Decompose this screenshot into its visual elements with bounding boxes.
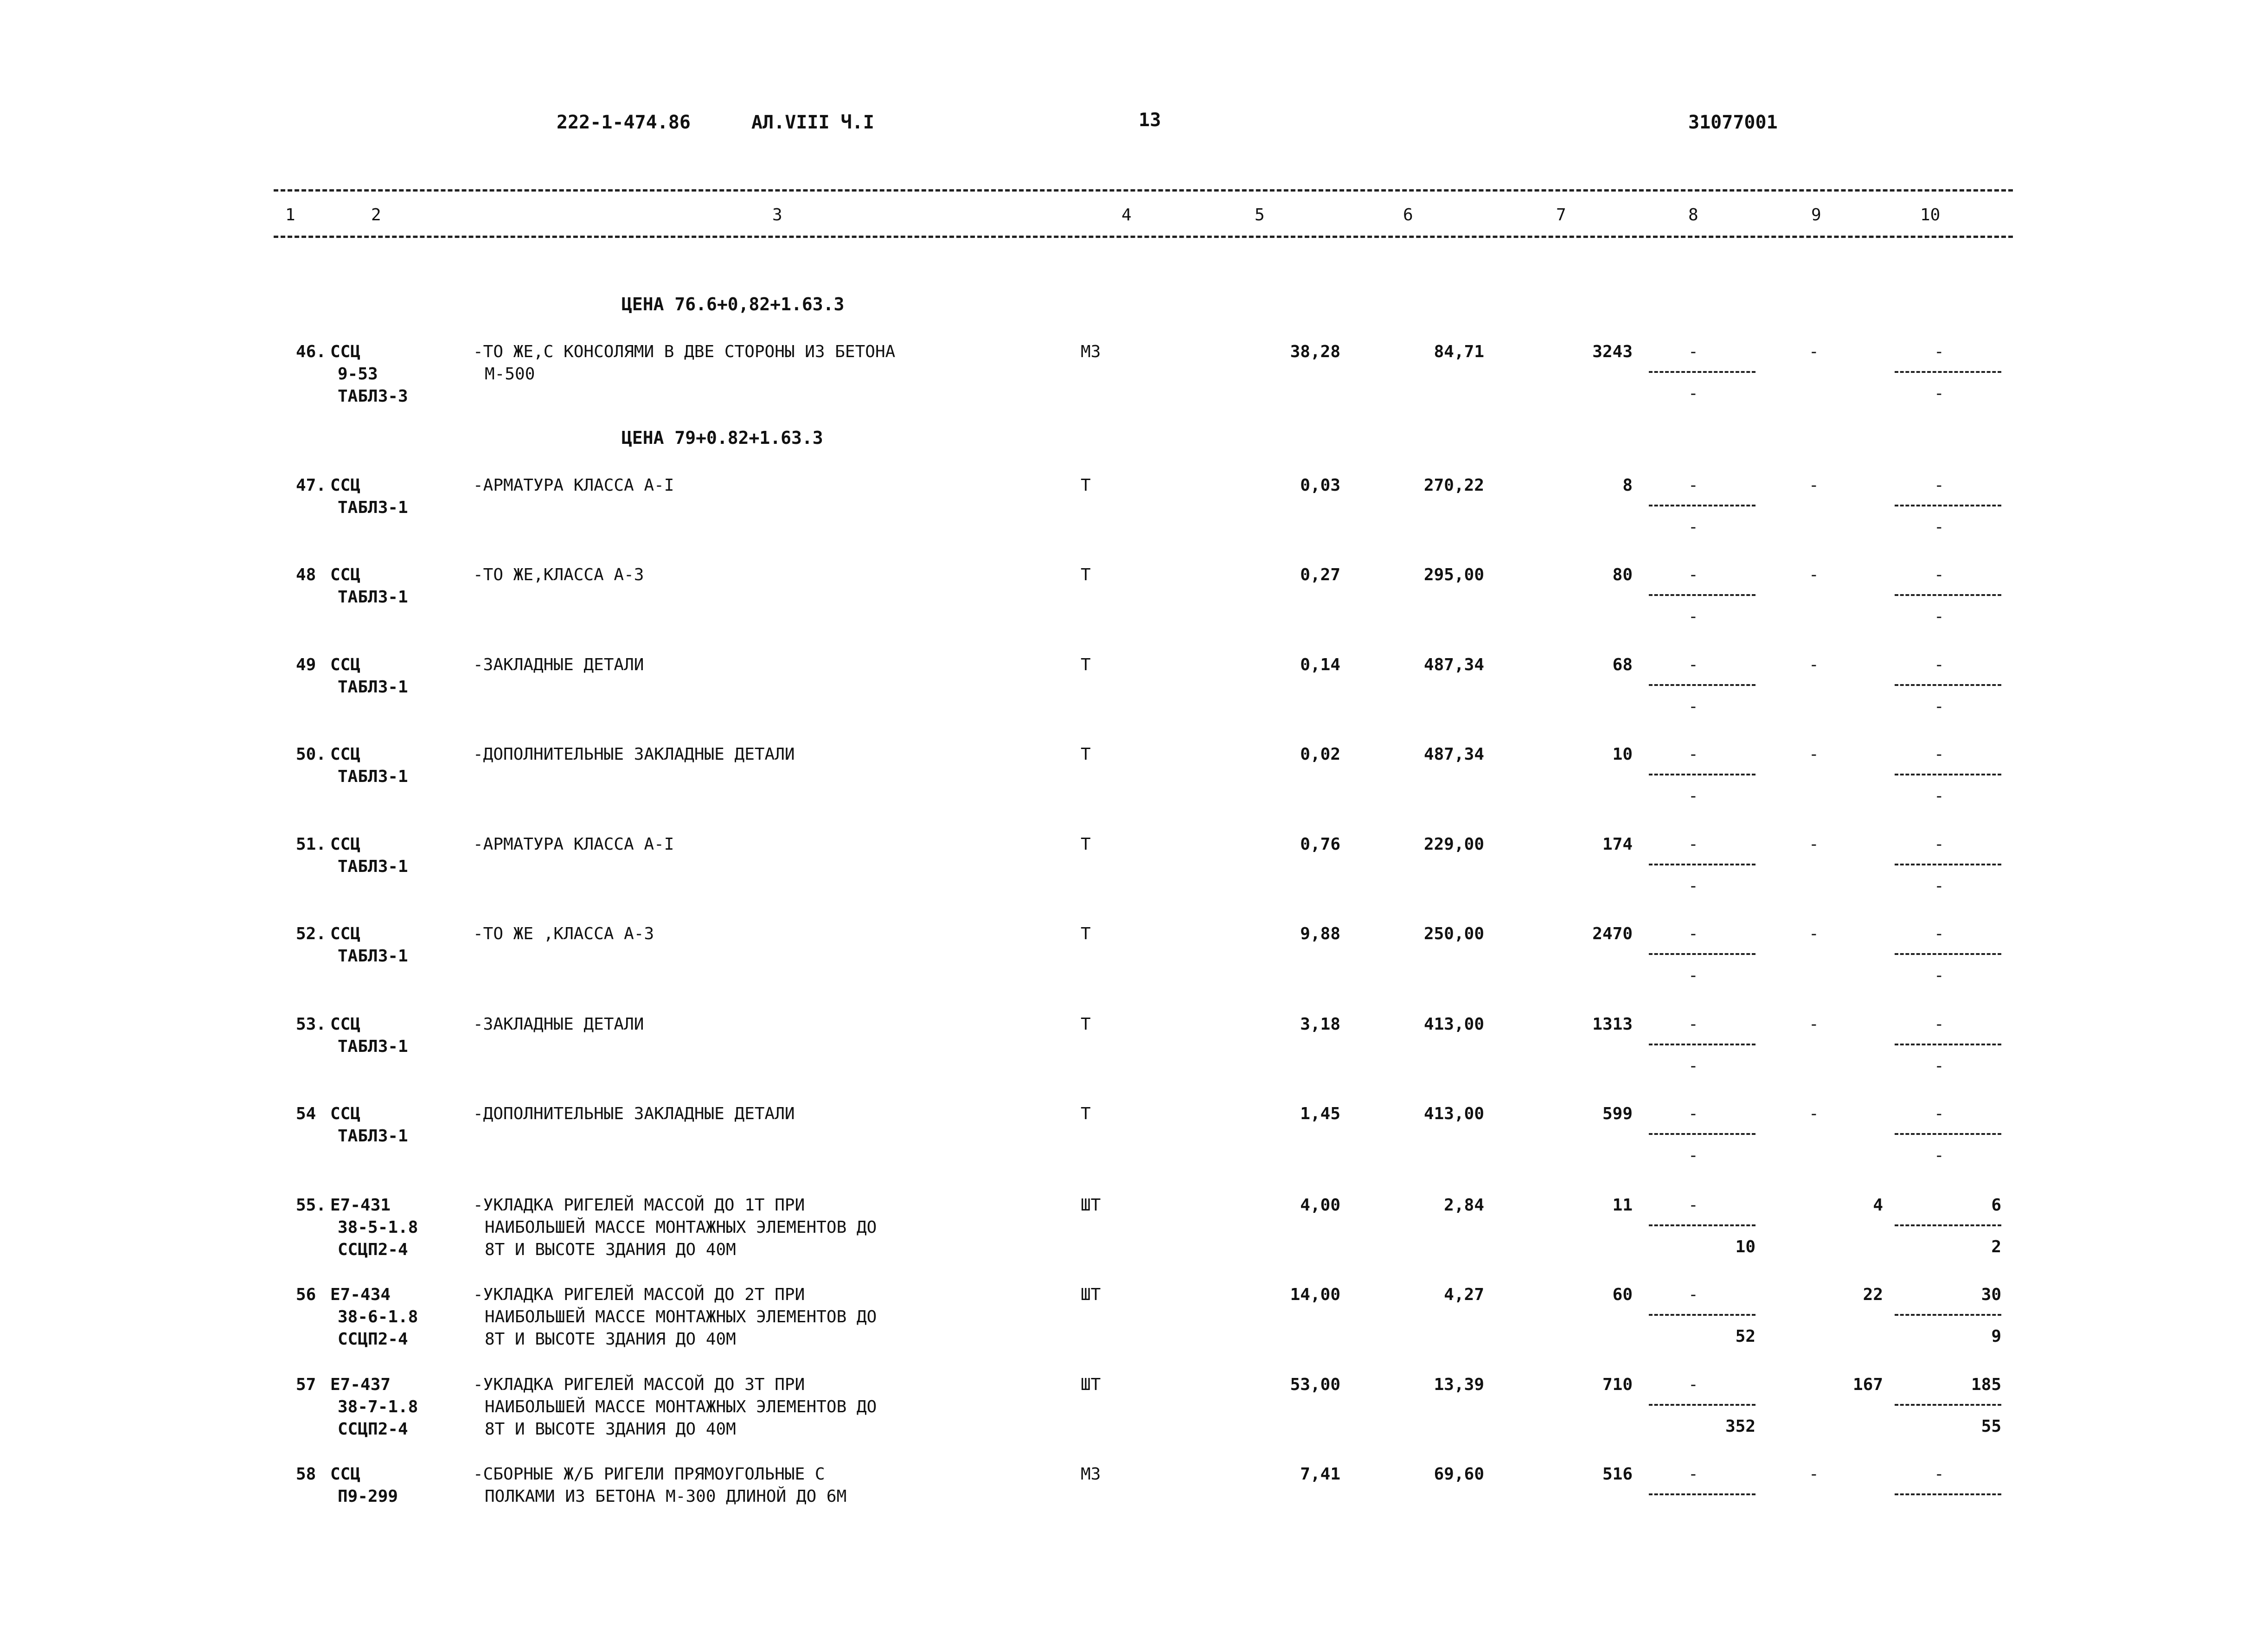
row-total: 8 bbox=[1622, 476, 1633, 495]
row-col8-bottom: 52 bbox=[1735, 1327, 1755, 1346]
row-col10-top: - bbox=[1934, 565, 1944, 584]
sheet-code: 31077001 bbox=[1688, 112, 1778, 133]
row-price: 250,00 bbox=[1423, 924, 1484, 943]
row-quantity: 0,14 bbox=[1300, 655, 1340, 674]
row-col10-bottom: - bbox=[1934, 966, 1944, 985]
row-col9: - bbox=[1809, 342, 1819, 361]
row-number: 47. bbox=[296, 476, 327, 495]
fraction-rule bbox=[1649, 864, 1755, 865]
fraction-rule bbox=[1649, 684, 1755, 686]
row-quantity: 53,00 bbox=[1290, 1375, 1340, 1394]
page-number: 13 bbox=[1139, 109, 1161, 131]
row-unit: Т bbox=[1081, 1015, 1091, 1034]
row-price: 487,34 bbox=[1423, 745, 1484, 764]
row-description: -АРМАТУРА КЛАССА А-I bbox=[473, 476, 674, 495]
row-price: 270,22 bbox=[1423, 476, 1484, 495]
row-col8-top: - bbox=[1688, 1465, 1698, 1484]
row-code: 38-5-1.8 bbox=[338, 1218, 418, 1237]
row-description: -УКЛАДКА РИГЕЛЕЙ МАССОЙ ДО 3Т ПРИ bbox=[473, 1375, 805, 1394]
row-total: 3243 bbox=[1592, 342, 1633, 361]
row-col10-top: 185 bbox=[1971, 1375, 2001, 1394]
row-total: 80 bbox=[1612, 565, 1633, 584]
fraction-rule bbox=[1649, 1224, 1755, 1226]
row-quantity: 0,02 bbox=[1300, 745, 1340, 764]
row-col9: 167 bbox=[1852, 1375, 1883, 1394]
row-col10-bottom: 2 bbox=[1991, 1237, 2001, 1256]
row-code: ТАБЛ3-1 bbox=[338, 767, 408, 786]
row-total: 11 bbox=[1612, 1196, 1633, 1215]
row-unit: Т bbox=[1081, 1104, 1091, 1123]
row-description: -ДОПОЛНИТЕЛЬНЫЕ ЗАКЛАДНЫЕ ДЕТАЛИ bbox=[473, 1104, 795, 1123]
row-description: НАИБОЛЬШЕЙ МАССЕ МОНТАЖНЫХ ЭЛЕМЕНТОВ ДО bbox=[485, 1397, 877, 1416]
document-code: 222-1-474.86 bbox=[557, 112, 691, 133]
row-description: НАИБОЛЬШЕЙ МАССЕ МОНТАЖНЫХ ЭЛЕМЕНТОВ ДО bbox=[485, 1307, 877, 1326]
row-col9: - bbox=[1809, 476, 1819, 495]
fraction-rule bbox=[1649, 1493, 1755, 1495]
row-quantity: 38,28 bbox=[1290, 342, 1340, 361]
row-quantity: 3,18 bbox=[1300, 1015, 1340, 1034]
row-col10-top: 30 bbox=[1981, 1285, 2001, 1304]
row-code: ТАБЛ3-1 bbox=[338, 588, 408, 607]
row-quantity: 1,45 bbox=[1300, 1104, 1340, 1123]
row-col8-bottom: - bbox=[1688, 518, 1698, 537]
row-total: 2470 bbox=[1592, 924, 1633, 943]
fraction-rule bbox=[1895, 864, 2001, 865]
fraction-rule bbox=[1895, 505, 2001, 506]
row-col8-bottom: - bbox=[1688, 607, 1698, 626]
row-unit: ШТ bbox=[1081, 1196, 1101, 1215]
row-number: 54 bbox=[296, 1104, 316, 1123]
column-header-6: 6 bbox=[1403, 205, 1413, 224]
row-col9: - bbox=[1809, 835, 1819, 854]
row-description: -АРМАТУРА КЛАССА А-I bbox=[473, 835, 674, 854]
table-top-rule bbox=[274, 189, 2013, 192]
column-header-5: 5 bbox=[1255, 205, 1265, 224]
row-number: 52. bbox=[296, 924, 327, 943]
row-price: 2,84 bbox=[1444, 1196, 1484, 1215]
row-col9: - bbox=[1809, 565, 1819, 584]
row-col8-top: - bbox=[1688, 1015, 1698, 1034]
row-code: ССЦ bbox=[330, 835, 361, 854]
row-price: 487,34 bbox=[1423, 655, 1484, 674]
row-price: 13,39 bbox=[1434, 1375, 1484, 1394]
row-number: 53. bbox=[296, 1015, 327, 1034]
row-description: -УКЛАДКА РИГЕЛЕЙ МАССОЙ ДО 1Т ПРИ bbox=[473, 1196, 805, 1215]
column-header-10: 10 bbox=[1920, 205, 1941, 224]
row-quantity: 9,88 bbox=[1300, 924, 1340, 943]
fraction-rule bbox=[1649, 505, 1755, 506]
row-col8-top: - bbox=[1688, 924, 1698, 943]
row-unit: Т bbox=[1081, 565, 1091, 584]
row-col10-top: - bbox=[1934, 342, 1944, 361]
fraction-rule bbox=[1895, 953, 2001, 955]
row-col8-bottom: - bbox=[1688, 384, 1698, 403]
fraction-rule bbox=[1895, 1133, 2001, 1135]
row-col9: - bbox=[1809, 1104, 1819, 1123]
row-code: ССЦП2-4 bbox=[338, 1420, 408, 1439]
row-col10-bottom: - bbox=[1934, 1057, 1944, 1076]
row-description: -ЗАКЛАДНЫЕ ДЕТАЛИ bbox=[473, 655, 644, 674]
row-number: 57 bbox=[296, 1375, 316, 1394]
row-code: ТАБЛ3-3 bbox=[338, 387, 408, 406]
fraction-rule bbox=[1895, 594, 2001, 596]
row-col8-top: - bbox=[1688, 835, 1698, 854]
row-price: 413,00 bbox=[1423, 1015, 1484, 1034]
fraction-rule bbox=[1895, 1044, 2001, 1045]
row-number: 58 bbox=[296, 1465, 316, 1484]
row-description: -ТО ЖЕ,С КОНСОЛЯМИ В ДВЕ СТОРОНЫ ИЗ БЕТОНА bbox=[473, 342, 896, 361]
row-code: ССЦ bbox=[330, 565, 361, 584]
row-code: Е7-434 bbox=[330, 1285, 391, 1304]
row-col8-bottom: 352 bbox=[1725, 1417, 1755, 1436]
row-col10-bottom: - bbox=[1934, 877, 1944, 896]
row-total: 174 bbox=[1602, 835, 1633, 854]
price-line: ЦЕНА 79+0.82+1.63.3 bbox=[621, 428, 823, 448]
row-col10-top: - bbox=[1934, 655, 1944, 674]
row-unit: Т bbox=[1081, 924, 1091, 943]
row-price: 84,71 bbox=[1434, 342, 1484, 361]
fraction-rule bbox=[1895, 371, 2001, 373]
fraction-rule bbox=[1895, 1224, 2001, 1226]
row-col9: 4 bbox=[1873, 1196, 1883, 1215]
row-code: 38-6-1.8 bbox=[338, 1307, 418, 1326]
row-col10-bottom: - bbox=[1934, 518, 1944, 537]
row-code: ССЦ bbox=[330, 342, 361, 361]
row-number: 56 bbox=[296, 1285, 316, 1304]
row-unit: Т bbox=[1081, 655, 1091, 674]
row-code: ТАБЛ3-1 bbox=[338, 947, 408, 966]
row-total: 516 bbox=[1602, 1465, 1633, 1484]
row-code: ССЦ bbox=[330, 924, 361, 943]
row-description: 8Т И ВЫСОТЕ ЗДАНИЯ ДО 40М bbox=[485, 1330, 736, 1349]
price-line: ЦЕНА 76.6+0,82+1.63.3 bbox=[621, 294, 845, 314]
row-col9: - bbox=[1809, 924, 1819, 943]
row-total: 68 bbox=[1612, 655, 1633, 674]
row-number: 49 bbox=[296, 655, 316, 674]
row-unit: Т bbox=[1081, 835, 1091, 854]
row-code: П9-299 bbox=[338, 1487, 398, 1506]
row-unit: М3 bbox=[1081, 1465, 1101, 1484]
table-header-rule bbox=[274, 236, 2013, 238]
row-number: 46. bbox=[296, 342, 327, 361]
row-description: -ТО ЖЕ,КЛАССА А-3 bbox=[473, 565, 644, 584]
row-total: 599 bbox=[1602, 1104, 1633, 1123]
row-code: 9-53 bbox=[338, 365, 378, 384]
row-code: ТАБЛ3-1 bbox=[338, 498, 408, 517]
row-col8-top: - bbox=[1688, 1375, 1698, 1394]
row-col10-top: - bbox=[1934, 1015, 1944, 1034]
row-quantity: 7,41 bbox=[1300, 1465, 1340, 1484]
row-code: Е7-431 bbox=[330, 1196, 391, 1215]
fraction-rule bbox=[1895, 1493, 2001, 1495]
row-description: -ЗАКЛАДНЫЕ ДЕТАЛИ bbox=[473, 1015, 644, 1034]
row-col9: - bbox=[1809, 1015, 1819, 1034]
fraction-rule bbox=[1649, 594, 1755, 596]
row-col8-top: - bbox=[1688, 1196, 1698, 1215]
row-col9: - bbox=[1809, 1465, 1819, 1484]
row-unit: ШТ bbox=[1081, 1375, 1101, 1394]
fraction-rule bbox=[1895, 1404, 2001, 1406]
row-code: ТАБЛ3-1 bbox=[338, 857, 408, 876]
row-code: ТАБЛ3-1 bbox=[338, 1127, 408, 1146]
row-description: НАИБОЛЬШЕЙ МАССЕ МОНТАЖНЫХ ЭЛЕМЕНТОВ ДО bbox=[485, 1218, 877, 1237]
row-code: ТАБЛ3-1 bbox=[338, 678, 408, 697]
row-col8-bottom: - bbox=[1688, 1146, 1698, 1165]
row-col8-top: - bbox=[1688, 565, 1698, 584]
row-col10-top: - bbox=[1934, 835, 1944, 854]
row-price: 413,00 bbox=[1423, 1104, 1484, 1123]
column-header-1: 1 bbox=[285, 205, 295, 224]
row-number: 51. bbox=[296, 835, 327, 854]
row-code: ССЦ bbox=[330, 745, 361, 764]
fraction-rule bbox=[1649, 953, 1755, 955]
column-header-8: 8 bbox=[1688, 205, 1698, 224]
row-col10-top: - bbox=[1934, 745, 1944, 764]
row-col10-top: - bbox=[1934, 924, 1944, 943]
row-code: ССЦП2-4 bbox=[338, 1330, 408, 1349]
fraction-rule bbox=[1649, 1044, 1755, 1045]
row-col10-bottom: - bbox=[1934, 384, 1944, 403]
row-description: -СБОРНЫЕ Ж/Б РИГЕЛИ ПРЯМОУГОЛЬНЫЕ С bbox=[473, 1465, 825, 1484]
row-quantity: 4,00 bbox=[1300, 1196, 1340, 1215]
row-code: ССЦ bbox=[330, 1015, 361, 1034]
row-col8-bottom: - bbox=[1688, 877, 1698, 896]
row-code: Е7-437 bbox=[330, 1375, 391, 1394]
row-code: ССЦП2-4 bbox=[338, 1240, 408, 1259]
row-col8-top: - bbox=[1688, 342, 1698, 361]
row-unit: Т bbox=[1081, 745, 1091, 764]
row-col8-bottom: - bbox=[1688, 697, 1698, 716]
row-col9: 22 bbox=[1863, 1285, 1883, 1304]
row-col8-bottom: - bbox=[1688, 787, 1698, 806]
row-code: ССЦ bbox=[330, 1465, 361, 1484]
row-description: -УКЛАДКА РИГЕЛЕЙ МАССОЙ ДО 2Т ПРИ bbox=[473, 1285, 805, 1304]
row-price: 69,60 bbox=[1434, 1465, 1484, 1484]
row-total: 10 bbox=[1612, 745, 1633, 764]
row-total: 1313 bbox=[1592, 1015, 1633, 1034]
fraction-rule bbox=[1649, 1133, 1755, 1135]
row-number: 55. bbox=[296, 1196, 327, 1215]
row-quantity: 0,03 bbox=[1300, 476, 1340, 495]
row-col9: - bbox=[1809, 745, 1819, 764]
album-number: АЛ.VIII Ч.I bbox=[751, 112, 874, 133]
row-code: ССЦ bbox=[330, 476, 361, 495]
row-col8-bottom: 10 bbox=[1735, 1237, 1755, 1256]
row-col10-top: - bbox=[1934, 476, 1944, 495]
row-code: ССЦ bbox=[330, 1104, 361, 1123]
row-col10-bottom: - bbox=[1934, 607, 1944, 626]
row-unit: Т bbox=[1081, 476, 1091, 495]
row-total: 60 bbox=[1612, 1285, 1633, 1304]
row-quantity: 0,76 bbox=[1300, 835, 1340, 854]
row-price: 4,27 bbox=[1444, 1285, 1484, 1304]
row-code: 38-7-1.8 bbox=[338, 1397, 418, 1416]
row-code: ССЦ bbox=[330, 655, 361, 674]
row-price: 295,00 bbox=[1423, 565, 1484, 584]
row-col8-top: - bbox=[1688, 1104, 1698, 1123]
row-col10-bottom: - bbox=[1934, 787, 1944, 806]
column-header-7: 7 bbox=[1556, 205, 1566, 224]
column-header-9: 9 bbox=[1811, 205, 1821, 224]
row-col10-top: - bbox=[1934, 1465, 1944, 1484]
row-col9: - bbox=[1809, 655, 1819, 674]
row-col8-top: - bbox=[1688, 1285, 1698, 1304]
row-col8-bottom: - bbox=[1688, 966, 1698, 985]
row-number: 50. bbox=[296, 745, 327, 764]
fraction-rule bbox=[1895, 774, 2001, 775]
fraction-rule bbox=[1649, 1404, 1755, 1406]
row-description: ПОЛКАМИ ИЗ БЕТОНА М-300 ДЛИНОЙ ДО 6М bbox=[485, 1487, 847, 1506]
row-unit: М3 bbox=[1081, 342, 1101, 361]
column-header-3: 3 bbox=[772, 205, 782, 224]
fraction-rule bbox=[1649, 371, 1755, 373]
row-code: ТАБЛ3-1 bbox=[338, 1037, 408, 1056]
row-number: 48 bbox=[296, 565, 316, 584]
row-col10-top: 6 bbox=[1991, 1196, 2001, 1215]
fraction-rule bbox=[1649, 774, 1755, 775]
row-col8-top: - bbox=[1688, 476, 1698, 495]
row-col10-bottom: 9 bbox=[1991, 1327, 2001, 1346]
row-price: 229,00 bbox=[1423, 835, 1484, 854]
row-col8-top: - bbox=[1688, 655, 1698, 674]
row-description: М-500 bbox=[485, 365, 535, 384]
row-description: 8Т И ВЫСОТЕ ЗДАНИЯ ДО 40М bbox=[485, 1240, 736, 1259]
row-col8-bottom: - bbox=[1688, 1057, 1698, 1076]
fraction-rule bbox=[1895, 684, 2001, 686]
row-col10-bottom: - bbox=[1934, 1146, 1944, 1165]
column-header-2: 2 bbox=[371, 205, 381, 224]
row-col10-top: - bbox=[1934, 1104, 1944, 1123]
fraction-rule bbox=[1649, 1314, 1755, 1316]
row-quantity: 0,27 bbox=[1300, 565, 1340, 584]
row-total: 710 bbox=[1602, 1375, 1633, 1394]
row-description: -ДОПОЛНИТЕЛЬНЫЕ ЗАКЛАДНЫЕ ДЕТАЛИ bbox=[473, 745, 795, 764]
row-col10-bottom: - bbox=[1934, 697, 1944, 716]
row-unit: ШТ bbox=[1081, 1285, 1101, 1304]
row-col10-bottom: 55 bbox=[1981, 1417, 2001, 1436]
column-header-4: 4 bbox=[1121, 205, 1132, 224]
fraction-rule bbox=[1895, 1314, 2001, 1316]
row-description: -ТО ЖЕ ,КЛАССА А-3 bbox=[473, 924, 654, 943]
row-description: 8Т И ВЫСОТЕ ЗДАНИЯ ДО 40М bbox=[485, 1420, 736, 1439]
row-col8-top: - bbox=[1688, 745, 1698, 764]
row-quantity: 14,00 bbox=[1290, 1285, 1340, 1304]
